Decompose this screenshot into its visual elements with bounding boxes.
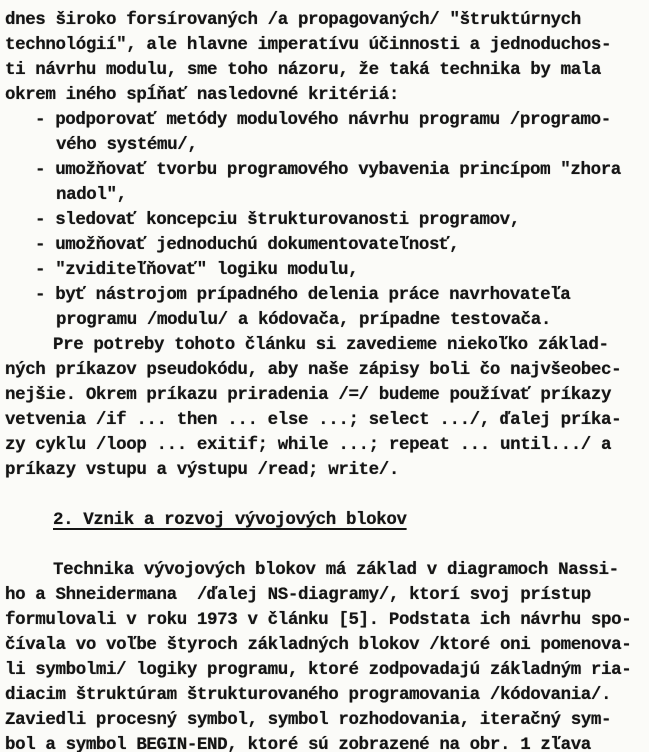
bullet-continuation-line: vého systému/, — [56, 135, 198, 155]
text-line: bol a symbol BEGIN-END, ktoré sú zobrazené na obr. 1 zľava — [5, 735, 591, 752]
bullet-continuation-line: nadol", — [56, 185, 127, 205]
text-line: ných príkazov pseudokódu, aby naše zápisy boli čo najvšeobec- — [5, 360, 622, 380]
bullet-line: - umožňovať tvorbu programového vybavenia princípom "zhora — [35, 160, 621, 180]
bullet-line: - byť nástrojom prípadného delenia práce navrhovateľa — [35, 285, 571, 305]
text-line: okrem iného spĺňať nasledovné kritériá: — [5, 85, 399, 105]
text-line: formulovali v roku 1973 v článku [5]. Podstata ich návrhu spo- — [5, 610, 632, 630]
text-line: li symbolmi/ logiky programu, ktoré zodpovadajú základným ria- — [5, 660, 632, 680]
text-line: Zaviedli procesný symbol, symbol rozhodovania, iteračný sym- — [5, 710, 612, 730]
text-line: príkazy vstupu a výstupu /read; write/. — [5, 460, 399, 480]
text-line: diacim štruktúram štrukturovaného programovania /kódovania/. — [5, 685, 612, 705]
bullet-line: - "zviditeľňovať" logiku modulu, — [35, 260, 359, 280]
paragraph-first-line: Technika vývojových blokov má základ v diagramoch Nassi- — [53, 560, 619, 580]
text-line: nejšie. Okrem príkazu priradenia /=/ budeme používať príkazy — [5, 385, 612, 405]
bullet-line: - umožňovať jednoduchú dokumentovateľnosť, — [35, 235, 460, 255]
text-line: technológií", ale hlavne imperatívu účinnosti a jednoduchos- — [5, 35, 612, 55]
text-line: ho a Shneidermana /ďalej NS-diagramy/, ktorí svoj prístup — [5, 585, 591, 605]
bullet-continuation-line: programu /modulu/ a kódovača, prípadne testovača. — [56, 310, 551, 330]
typewritten-text-block — [5, 8, 645, 752]
text-line: ti návrhu modulu, sme toho názoru, že taká technika by mala — [5, 60, 602, 80]
bullet-line: - sledovať koncepciu štrukturovanosti programov, — [35, 210, 520, 230]
text-line: dnes široko forsírovaných /a propagovaných/ "štruktúrnych — [5, 10, 581, 30]
bullet-line: - podporovať metódy modulového návrhu programu /programo- — [35, 110, 611, 130]
text-line: vetvenia /if ... then ... else ...; select .../, ďalej príka- — [5, 410, 622, 430]
section-heading: 2. Vznik a rozvoj vývojových blokov — [53, 510, 407, 530]
text-line: čívala vo voľbe štyroch základných blokov /ktoré oni pomenova- — [5, 635, 632, 655]
text-line: zy cyklu /loop ... exitif; while ...; repeat ... until.../ a — [5, 435, 612, 455]
paragraph-first-line: Pre potreby tohoto článku si zavedieme niekoľko základ- — [53, 335, 609, 355]
blank-line — [5, 533, 645, 558]
blank-line — [5, 483, 645, 508]
